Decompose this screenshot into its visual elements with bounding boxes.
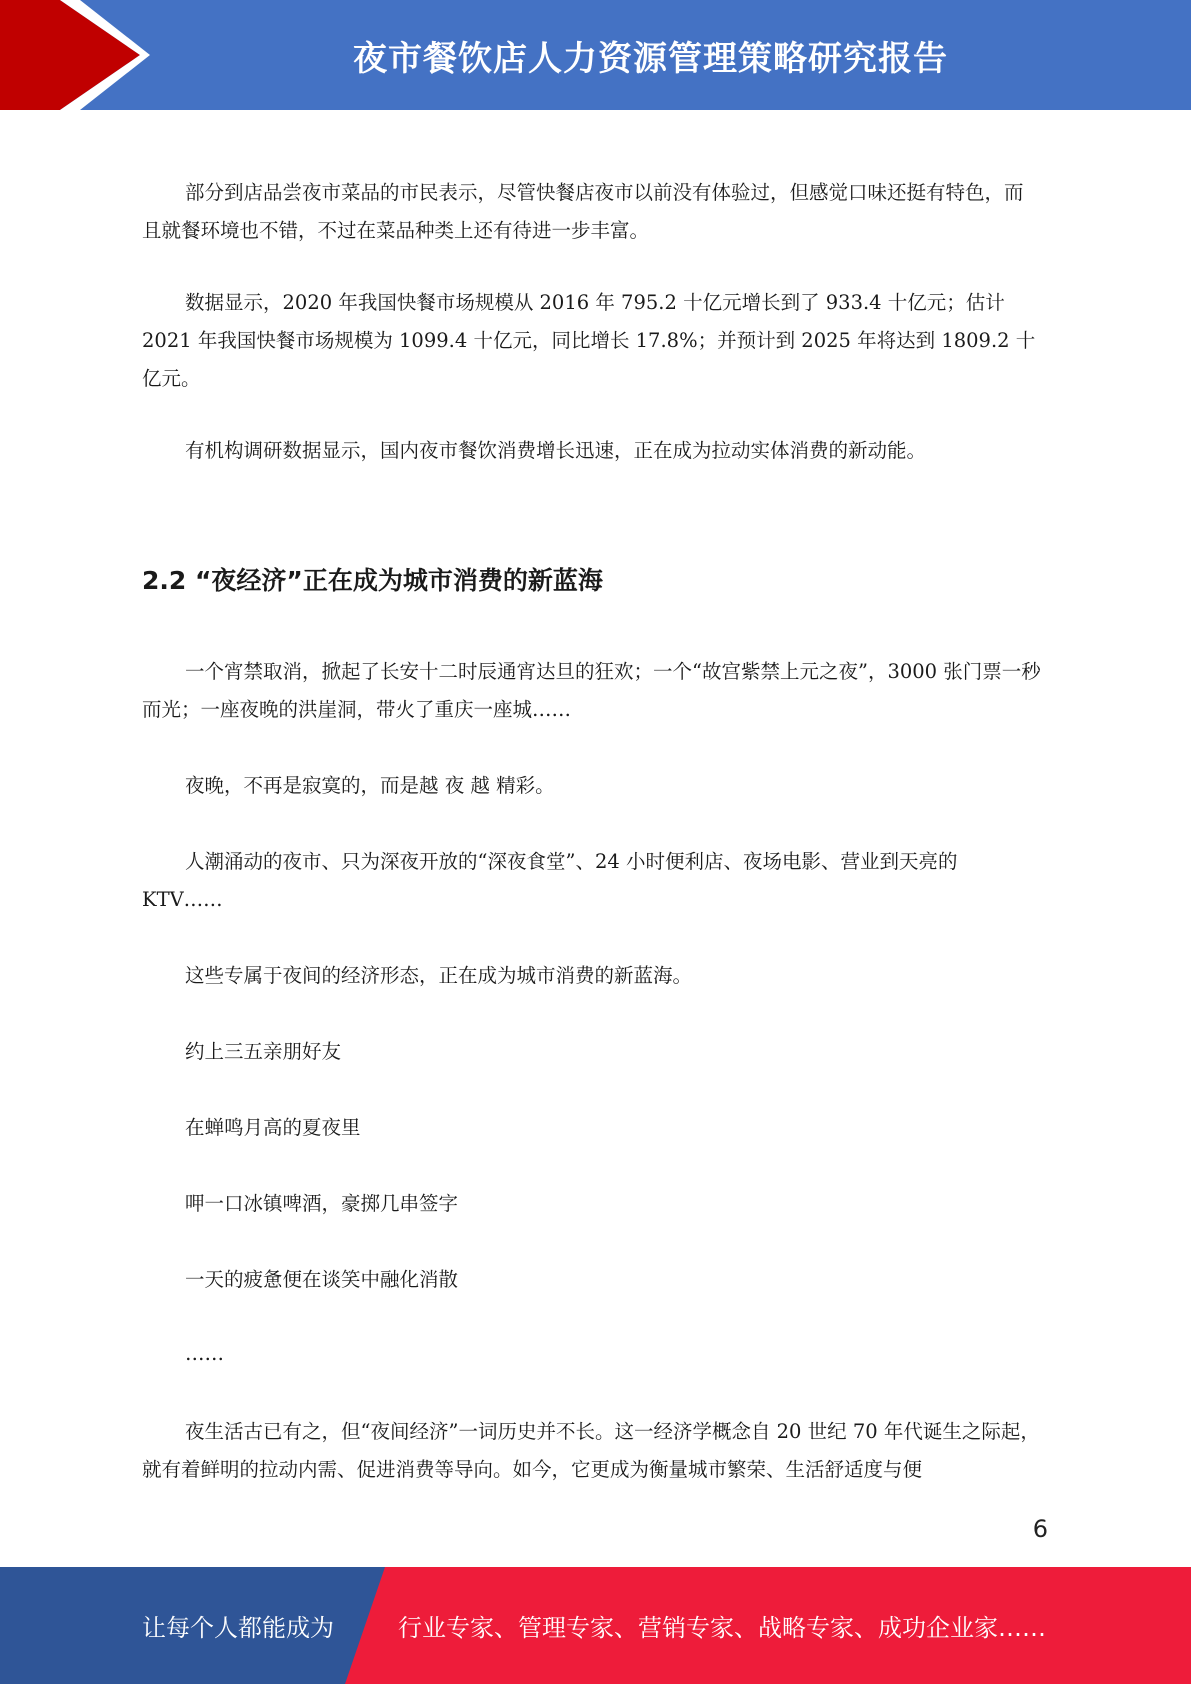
header-title: 夜市餐饮店人力资源管理策略研究报告 xyxy=(353,38,948,79)
section-heading: 2.2 “夜经济”正在成为城市消费的新蓝海 xyxy=(142,566,603,595)
paragraph: 数据显示，2020 年我国快餐市场规模从 2016 年 795.2 十亿元增长到了 933.4 十亿元；估计 2021 年我国快餐市场规模为 1099.4 十亿元，同比增长 17.8%；并预计到 2025 年将达到 1809.2 十亿元。 xyxy=(142,291,1036,390)
paragraph: 这些专属于夜间的经济形态，正在成为城市消费的新蓝海。 xyxy=(185,964,693,987)
paragraph: 有机构调研数据显示，国内夜市餐饮消费增长迅速，正在成为拉动实体消费的新动能。 xyxy=(185,439,927,462)
paragraph: 人潮涌动的夜市、只为深夜开放的“深夜食堂”、24 小时便利店、夜场电影、营业到天亮的 KTV…… xyxy=(142,850,958,911)
page-footer xyxy=(0,1567,1191,1684)
paragraph: 在蝉鸣月高的夏夜里 xyxy=(185,1116,361,1139)
paragraph: 一个宵禁取消，掀起了长安十二时辰通宵达旦的狂欢；一个“故宫紫禁上元之夜”，3000 张门票一秒而光；一座夜晚的洪崖洞，带火了重庆一座城…… xyxy=(142,660,1041,721)
page-header xyxy=(0,0,1191,110)
paragraph: 呷一口冰镇啤酒，豪掷几串签字 xyxy=(185,1192,459,1215)
paragraph: 夜生活古已有之，但“夜间经济”一词历史并不长。这一经济学概念自 20 世纪 70 年代诞生之际起，就有着鲜明的拉动内需、促进消费等导向。如今，它更成为衡量城市繁荣、生活舒适度与便 xyxy=(142,1420,1040,1481)
paragraph: 约上三五亲朋好友 xyxy=(185,1040,342,1063)
footer-slogan-right: 行业专家、管理专家、营销专家、战略专家、成功企业家…… xyxy=(398,1614,1046,1642)
paragraph: 部分到店品尝夜市菜品的市民表示，尽管快餐店夜市以前没有体验过，但感觉口味还挺有特色，而且就餐环境也不错，不过在菜品种类上还有待进一步丰富。 xyxy=(142,181,1024,242)
page-number: 6 xyxy=(1032,1515,1048,1543)
paragraph: 一天的疲惫便在谈笑中融化消散 xyxy=(185,1268,459,1291)
paragraph: …… xyxy=(185,1342,224,1365)
paragraph: 夜晚，不再是寂寞的，而是越 夜 越 精彩。 xyxy=(185,774,555,797)
footer-slogan-left: 让每个人都能成为 xyxy=(142,1614,334,1642)
